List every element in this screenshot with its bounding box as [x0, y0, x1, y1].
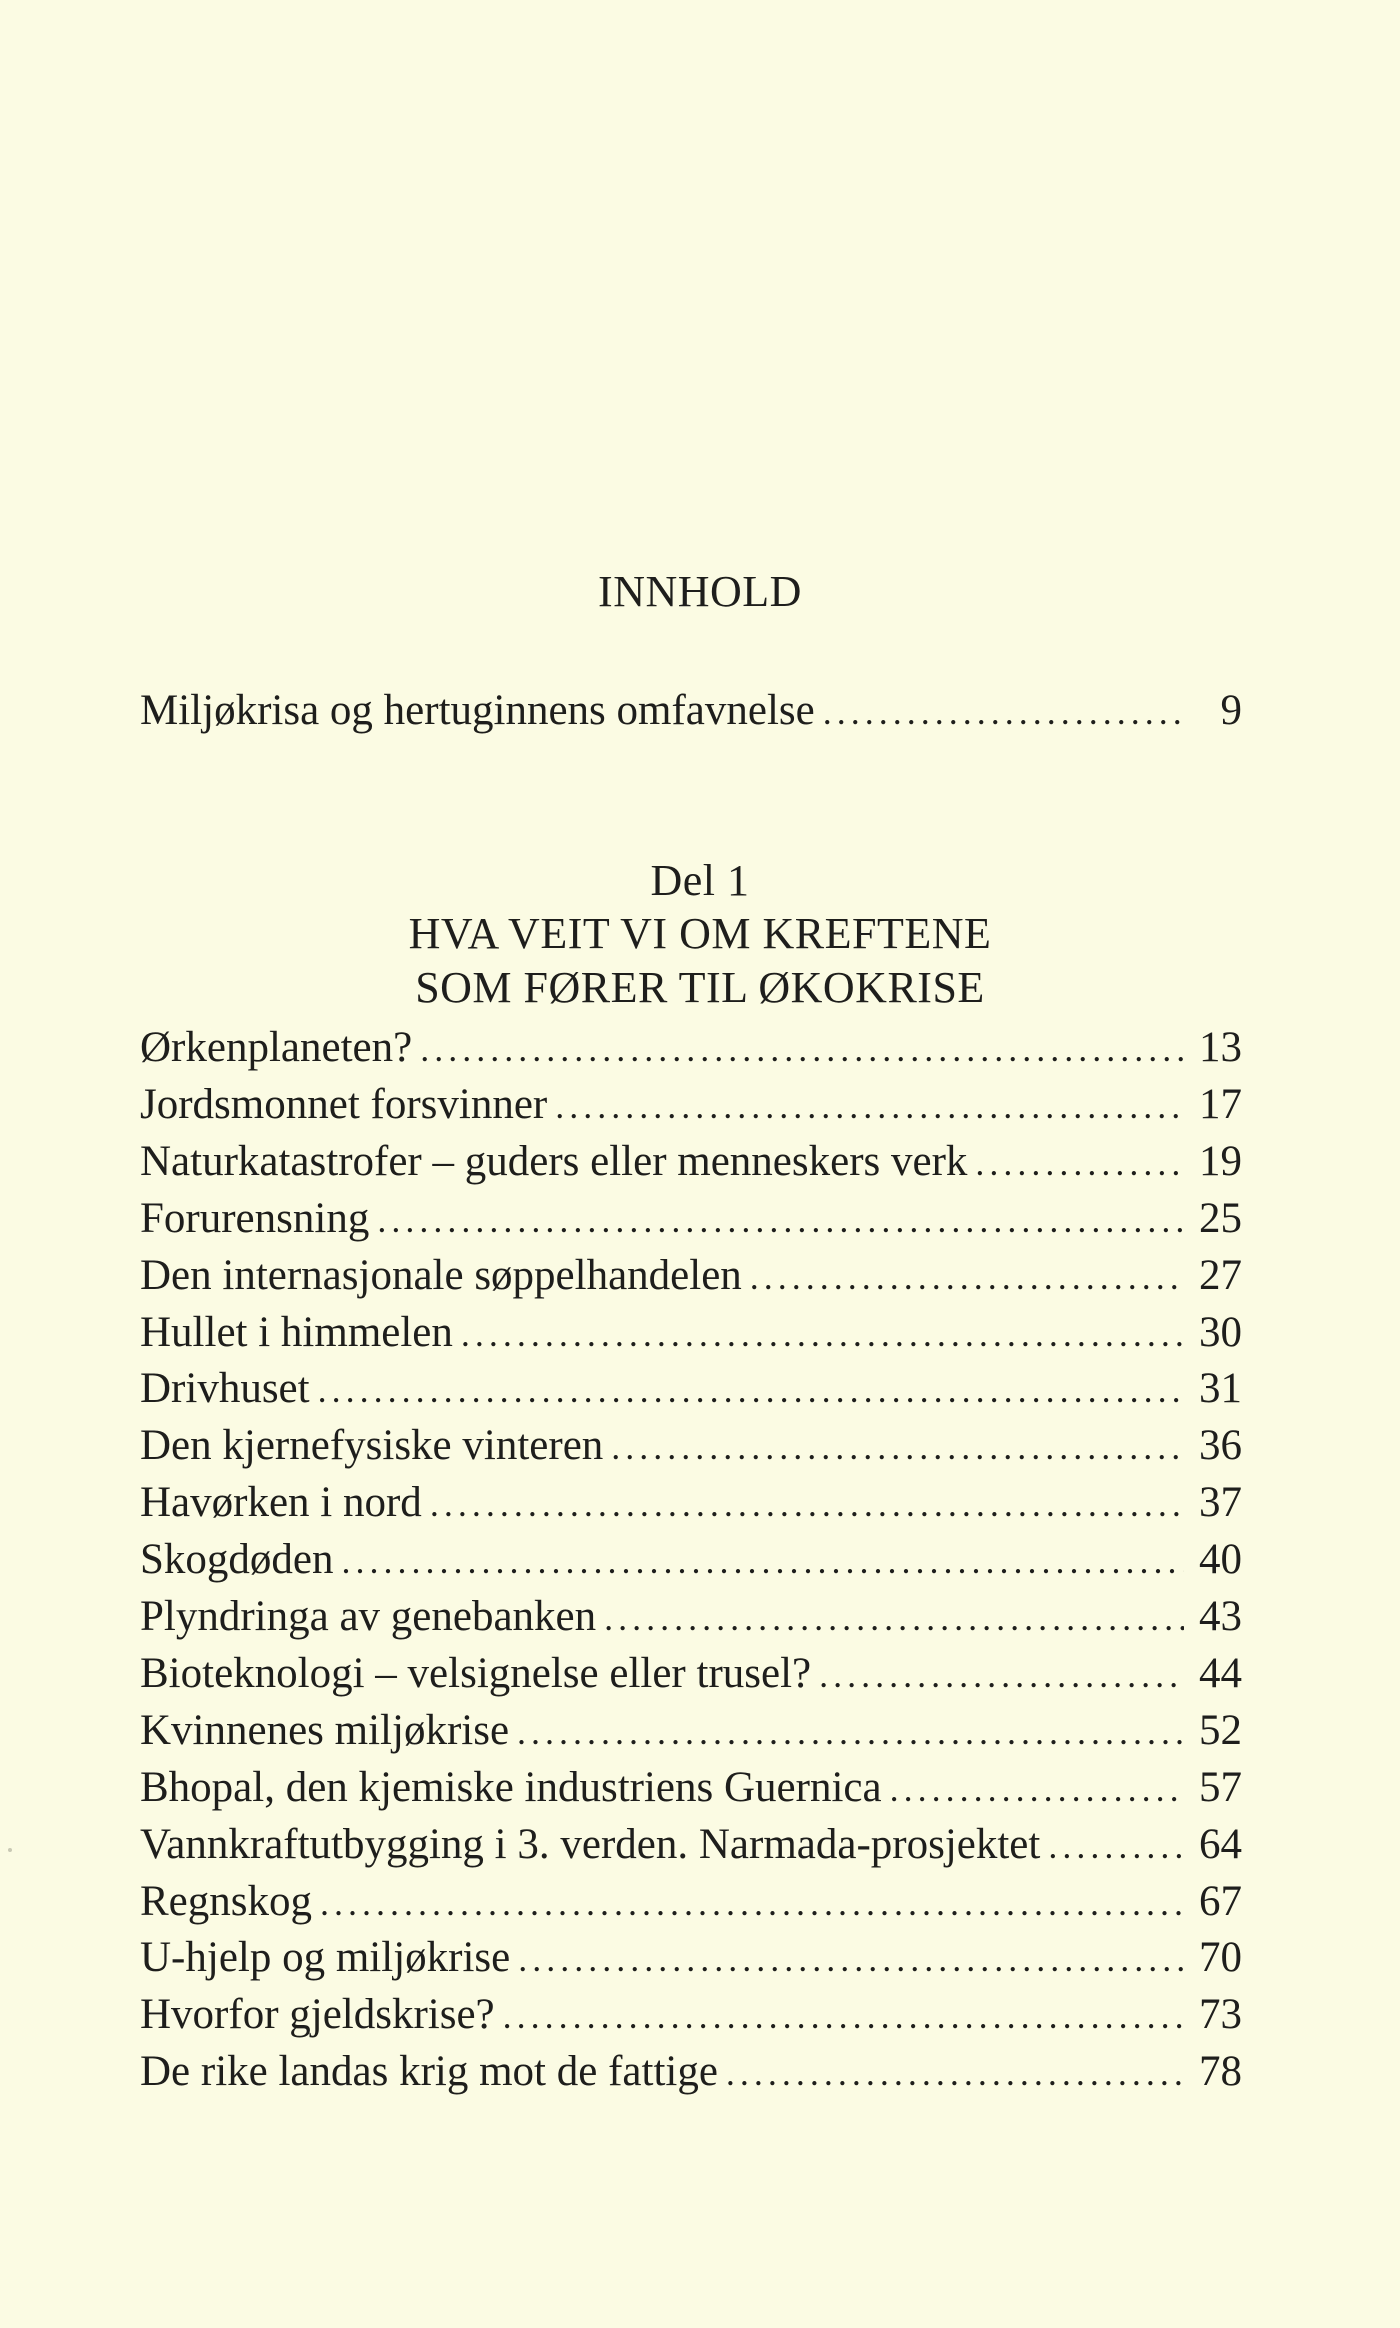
toc-entry-page: 31: [1199, 1365, 1242, 1413]
part-label: Del 1: [650, 856, 750, 905]
toc-entry[interactable]: [140, 1762, 1242, 1815]
toc-entry[interactable]: [140, 1648, 1242, 1701]
page-title: INNHOLD: [598, 567, 802, 616]
dot-leader: [750, 1251, 1184, 1303]
toc-entry-page: 73: [1199, 1991, 1242, 2039]
toc-entry-title: De rike landas krig mot de fattige: [140, 2048, 718, 2096]
toc-entry-title: Miljøkrisa og hertuginnens omfavnelse: [140, 687, 815, 734]
toc-entry-title: Drivhuset: [140, 1365, 310, 1413]
toc-entry[interactable]: [140, 1989, 1242, 2042]
dot-leader: [823, 686, 1184, 738]
toc-entry-title: Forurensning: [140, 1194, 370, 1242]
toc-entry-title: Regnskog: [140, 1877, 312, 1925]
toc-entry[interactable]: [140, 1136, 1242, 1189]
toc-entry-title: Bhopal, den kjemiske industriens Guernica: [140, 1763, 882, 1811]
toc-entry-page: 9: [1220, 687, 1242, 734]
toc-entry-title: Den kjernefysiske vinteren: [140, 1422, 604, 1470]
toc-entry-page: 57: [1199, 1763, 1242, 1811]
toc-entry-title: Plyndringa av genebanken: [140, 1593, 597, 1640]
toc-entry[interactable]: [140, 1477, 1242, 1530]
toc-entry-title: Hvorfor gjeldskrise?: [140, 1991, 495, 2039]
toc-entry[interactable]: [140, 1534, 1242, 1587]
dot-leader: [890, 1763, 1184, 1815]
toc-entry-page: 44: [1199, 1649, 1242, 1697]
toc-entry-title: U-hjelp og miljøkrise: [140, 1934, 511, 1982]
toc-entry-page: 37: [1199, 1479, 1242, 1527]
dot-leader: [420, 1023, 1184, 1075]
toc-entry[interactable]: [140, 1250, 1242, 1303]
toc-entry-intro[interactable]: [140, 685, 1242, 738]
toc-entry-page: 43: [1199, 1593, 1242, 1640]
toc-entry-title: Jordsmonnet forsvinner: [140, 1080, 548, 1128]
dot-leader: [555, 1080, 1184, 1132]
toc-entry[interactable]: [140, 1363, 1242, 1416]
toc-entry-page: 30: [1199, 1308, 1242, 1356]
toc-entry[interactable]: [140, 1819, 1242, 1872]
toc-entry[interactable]: [140, 1420, 1242, 1473]
toc-entry-page: 19: [1199, 1137, 1242, 1185]
toc-entry-page: 70: [1199, 1934, 1242, 1982]
toc-entry-page: 67: [1199, 1877, 1242, 1925]
toc-entry-title: Bioteknologi – velsignelse eller trusel?: [140, 1649, 812, 1697]
dot-leader: [1048, 1820, 1184, 1872]
toc-entry-page: 13: [1199, 1024, 1242, 1071]
toc-entry-page: 64: [1199, 1820, 1242, 1868]
toc-entry-page: 52: [1199, 1706, 1242, 1754]
dot-leader: [461, 1308, 1184, 1360]
toc-entry[interactable]: [140, 1307, 1242, 1360]
dot-leader: [318, 1364, 1184, 1416]
toc-entry[interactable]: [140, 1876, 1242, 1929]
toc-entry-title: Skogdøden: [140, 1536, 334, 1584]
part-subtitle-line-1: HVA VEIT VI OM KREFTENE: [408, 909, 992, 958]
toc-entry-title: Kvinnenes miljøkrise: [140, 1706, 510, 1754]
toc-entry[interactable]: [140, 1705, 1242, 1758]
toc-entry[interactable]: [140, 1079, 1242, 1132]
toc-entry-title: Havørken i nord: [140, 1479, 422, 1527]
toc-entry-page: 17: [1199, 1080, 1242, 1128]
toc-entry[interactable]: [140, 2046, 1242, 2099]
toc-entry[interactable]: [140, 1591, 1242, 1644]
dot-leader: [604, 1592, 1184, 1644]
dot-leader: [518, 1933, 1184, 1985]
toc-entry-page: 78: [1199, 2048, 1242, 2096]
part-subtitle-line-2: SOM FØRER TIL ØKOKRISE: [415, 963, 985, 1012]
dot-leader: [503, 1990, 1184, 2042]
toc-entry-page: 36: [1199, 1422, 1242, 1470]
dot-leader: [342, 1535, 1185, 1587]
toc-entry-title: Den internasjonale søppelhandelen: [140, 1251, 742, 1299]
dot-leader: [726, 2047, 1184, 2099]
dot-leader: [320, 1877, 1184, 1929]
dot-leader: [430, 1478, 1184, 1530]
toc-entry-title: Hullet i himmelen: [140, 1308, 453, 1356]
toc-entry-page: 25: [1199, 1194, 1242, 1242]
dot-leader: [377, 1194, 1184, 1246]
toc-entry-title: Vannkraftutbygging i 3. verden. Narmada-prosjektet: [140, 1820, 1041, 1868]
toc-entry[interactable]: [140, 1193, 1242, 1246]
dot-leader: [611, 1421, 1184, 1473]
dot-leader: [819, 1649, 1184, 1701]
toc-entry[interactable]: [140, 1022, 1242, 1075]
toc-entry-page: 40: [1199, 1536, 1242, 1584]
toc-entry[interactable]: [140, 1932, 1242, 1985]
margin-speck: [8, 1848, 12, 1852]
toc-entry-page: 27: [1199, 1251, 1242, 1299]
dot-leader: [975, 1137, 1184, 1189]
toc-entry-title: Naturkatastrofer – guders eller menneskers verk: [140, 1137, 968, 1185]
toc-entry-title: Ørkenplaneten?: [140, 1024, 413, 1071]
dot-leader: [517, 1706, 1184, 1758]
